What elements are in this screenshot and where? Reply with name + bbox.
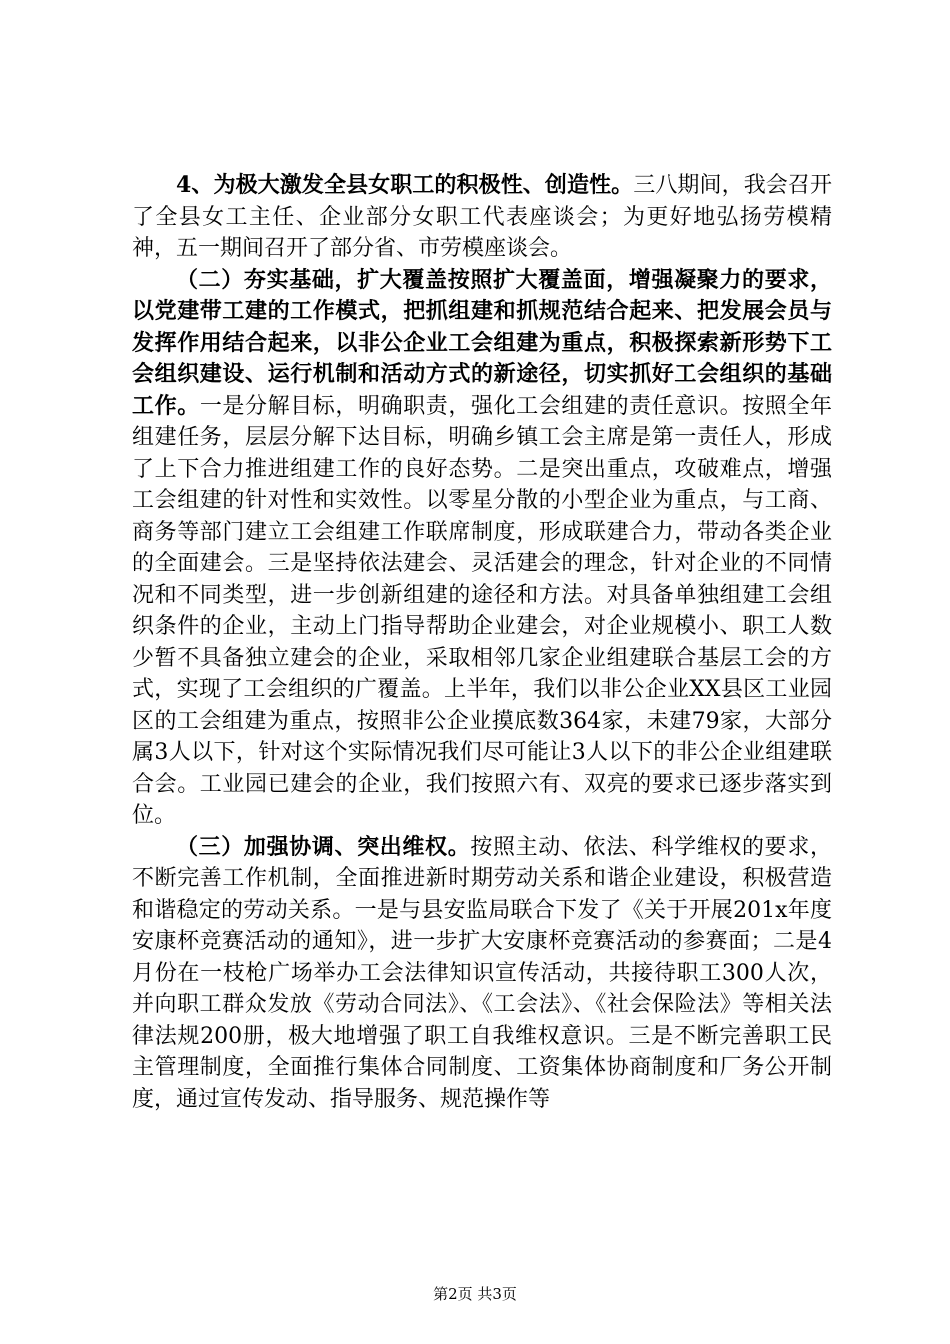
paragraph-body: 三八期间，我会召开了全县女工主任、企业部分女职工代表座谈会；为更好地弘扬劳模精神，五一期间召开了部分省、市劳模座谈会。 (132, 173, 832, 261)
page-footer: 第2页 共3页 (433, 1285, 517, 1303)
paragraph-lead: （三）加强协调、突出维权。 (176, 833, 471, 860)
paragraph-lead: 4、为极大激发全县女职工的积极性、创造性。 (176, 172, 634, 198)
paragraph-foundation (132, 265, 832, 832)
paragraph-women-workers (132, 170, 832, 265)
paragraph-body: 一是分解目标，明确职责，强化工会组建的责任意识。按照全年组建任务，层层分解下达目标，明确乡镇工会主席是第一责任人，形成了上下合力推进组建工作的良好态势。二是突出重点，攻破难点，增强工会组建的针对性和实效性。以零星分散的小型企业为重点，与工商、商务等部门建立工会组建工作联席制度，形成联建合力，带动各类企业的全面建会。三是坚持依法建会、灵活建会的理念，针对企业的不同情况和不同类型，进一步创新组建的途径和方法。对具备单独组建工会组织条件的企业，主动上门指导帮助企业建会，对企业规模小、职工人数少暂不具备独立建会的企业，采取相邻几家企业组建联合基层工会的方式，实现了工会组织的广覆盖。上半年，我们以非公企业XX县区工业园区的工会组建为重点，按照非公企业摸底数364家，未建79家，大部分属3人以下，针对这个实际情况我们尽可能让3人以下的非公企业组建联合会。工业园已建会的企业，我们按照六有、双亮的要求已逐步落实到位。 (132, 393, 832, 828)
document-page (132, 170, 832, 1115)
paragraph-body: 按照主动、依法、科学维权的要求，不断完善工作机制，全面推进新时期劳动关系和谐企业建设，积极营造和谐稳定的劳动关系。一是与县安监局联合下发了《关于开展201x年度安康杯竞赛活动的通知》，进一步扩大安康杯竞赛活动的参赛面；二是4月份在一枝枪广场举办工会法律知识宣传活动，共接待职工300人次，并向职工群众发放《劳动合同法》、《工会法》、《社会保险法》等相关法律法规200册，极大地增强了职工自我维权意识。三是不断完善职工民主管理制度，全面推行集体合同制度、工资集体协商制度和厂务公开制度，通过宣传发动、指导服务、规范操作等 (132, 834, 832, 1112)
paragraph-lead: （二）夯实基础，扩大覆盖按照扩大覆盖面，增强凝聚力的要求，以党建带工建的工作模式，把抓组建和抓规范结合起来、把发展会员与发挥作用结合起来，以非公企业工会组建为重点，积极探索新形势下工会组织建设、运行机制和活动方式的新途径，切实抓好工会组织的基础工作。 (132, 266, 832, 419)
paragraph-rights (132, 832, 832, 1116)
